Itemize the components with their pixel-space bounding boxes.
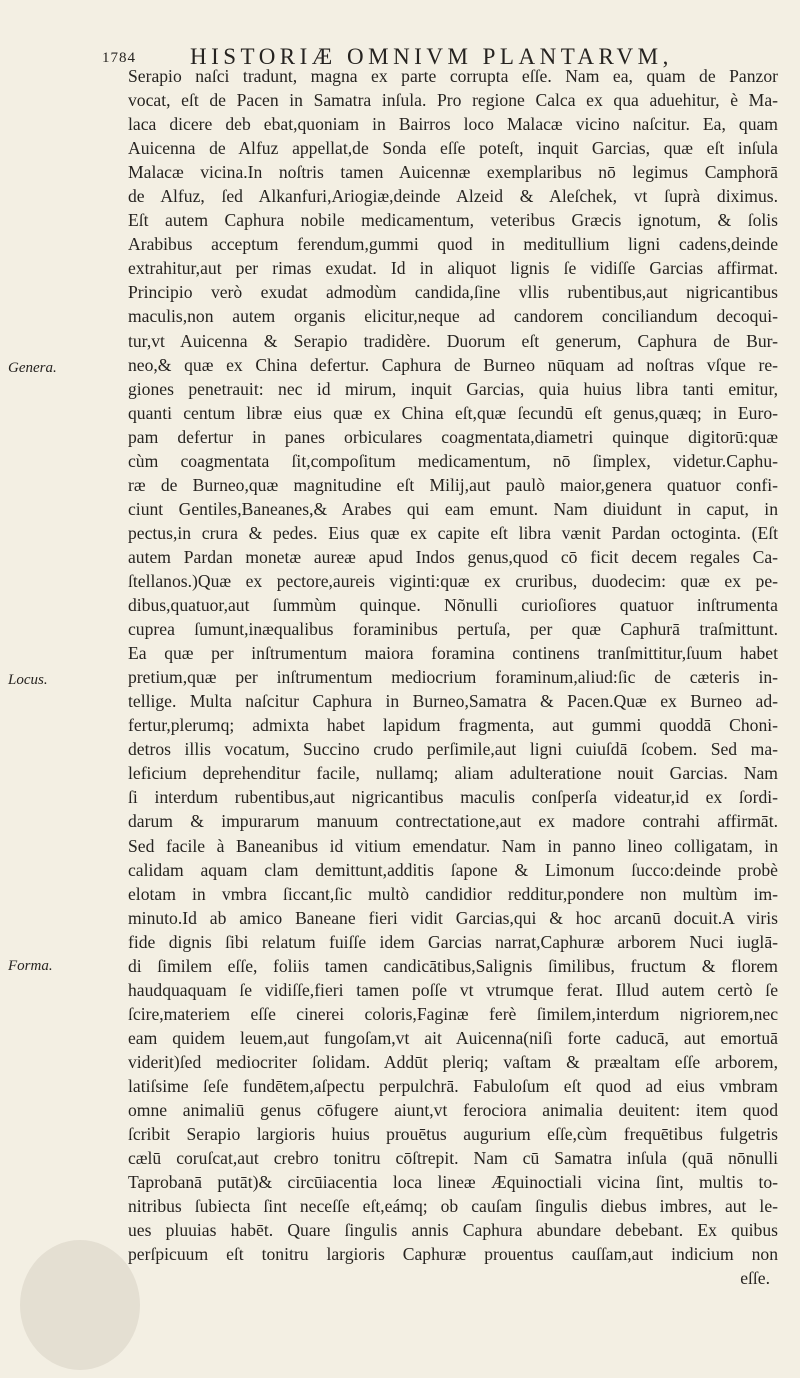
text-line: vocat, eſt de Pacen in Samatra inſula. Pro regione Calca ex qua aduehitur, è Ma- bbox=[128, 90, 778, 111]
text-line: Auicenna de Alfuz appellat,de Sonda eſſe poteſt, inquit Garcias, quæ eſt inſula bbox=[128, 138, 778, 159]
text-line: cùm coagmentata ſit,compoſitum medicamentum, nō ſimplex, videtur.Caphu- bbox=[128, 450, 778, 471]
text-line: ſtellanos.)Quæ ex pectore,aureis viginti:quæ ex cruribus, duodecim: quæ ex pe- bbox=[128, 570, 778, 591]
text-line: latiſsime ſeſe fundētem,aſpectu perpulchrā. Fabuloſum eſt quod ad eius vmbram bbox=[128, 1075, 778, 1096]
text-line: dibus,quatuor,aut ſummùm quinque. Nõnulli curioſiores quatuor inſtrumenta bbox=[128, 595, 778, 616]
text-line: ſcire,materiem eſſe cinerei coloris,Faginæ ferè ſimilem,interdum nigriorem,nec bbox=[128, 1003, 778, 1024]
text-line: Arabibus acceptum ferendum,gummi quod in meditullium ligni cadens,deinde bbox=[128, 234, 778, 255]
text-line: darum & impurarum manuum contrectatione,aut ex madore contrahi affirmāt. bbox=[128, 811, 778, 832]
page-header bbox=[0, 8, 800, 70]
text-line: tur,vt Auicenna & Serapio tradidère. Duorum eſt generum, Caphura de Bur- bbox=[128, 330, 778, 351]
text-line: leficium deprehenditur facile, nullamq; aliam adulteratione nouit Garcias. Nam bbox=[128, 763, 778, 784]
body-text bbox=[128, 64, 778, 1290]
text-line: Taprobanā putāt)& circūiacentia loca lineæ Æquinoctiali vicina ſint, multis to- bbox=[128, 1172, 778, 1193]
text-line: Serapio naſci tradunt, magna ex parte corrupta eſſe. Nam ea, quam de Panzor bbox=[128, 66, 778, 86]
text-line: maculis,non autem organis elicitur,neque ad candorem conciliandum decoqui- bbox=[128, 306, 778, 327]
text-line: viderit)ſed mediocriter ſolidam. Addūt pleriq; vaſtam & præaltam eſſe arborem, bbox=[128, 1051, 778, 1072]
text-line: laca dicere deb ebat,quoniam in Bairros loco Malacæ vicino naſcitur. Ea, quam bbox=[128, 114, 778, 135]
text-line: perſpicuum eſt tonitru largioris Caphuræ prouentus cauſſam,aut indicium non bbox=[128, 1244, 778, 1265]
margin-note-forma: Forma. bbox=[8, 958, 53, 974]
text-line: nitribus ſubiecta ſint neceſſe eſt,eámq; ob cauſam ſingulis diebus imbres, aut le- bbox=[128, 1196, 778, 1217]
text-line: fide dignis ſibi relatum fuiſſe idem Garcias narrat,Caphuræ arborem Nuci iuglā- bbox=[128, 931, 778, 952]
text-line: fertur,plerumq; admixta habet lapidum fragmenta, aut gummi quoddā Choni- bbox=[128, 715, 778, 736]
margin-note-locus: Locus. bbox=[8, 672, 48, 688]
text-line: eam quidem leuem,aut fungoſam,vt ait Auicenna(niſi forte caducā, aut emortuā bbox=[128, 1027, 778, 1048]
text-line: pectus,in crura & pedes. Eius quæ ex capite eſt libra vænit Pardan octoginta. (Eſt bbox=[128, 522, 778, 543]
text-line: Malacæ vicina.In noſtris tamen Auicennæ exemplaribus nō legimus Camphorā bbox=[128, 162, 778, 183]
text-line: autem Pardan monetæ aureæ apud Indos genus,quod cō ficit decem regales Ca- bbox=[128, 546, 778, 567]
text-line: ræ de Burneo,quæ magnitudine eſt Milij,aut paulò maior,genera quatuor confi- bbox=[128, 474, 778, 495]
text-line: cuprea ſumunt,inæqualibus foraminibus pertuſa, per quæ Caphurā traſmittunt. bbox=[128, 619, 778, 640]
text-line: omne animaliū genus cōfugere aiunt,vt ferociora animalia deuitent: item quod bbox=[128, 1100, 778, 1121]
paper-stain bbox=[20, 1240, 140, 1370]
text-line: Sed facile à Baneanibus id vitium emendatur. Nam in panno lineo colligatam, in bbox=[128, 835, 778, 856]
text-line: di ſimilem eſſe, foliis tamen candicātibus,Salignis ſimilibus, fructum & florem bbox=[128, 955, 778, 976]
text-line: ſi interdum rubentibus,aut nigricantibus maculis conſperſa videatur,id ex ſordi- bbox=[128, 787, 778, 808]
text-line: haudquaquam ſe vidiſſe,fieri tamen poſſe vt vtrumque ferat. Illud autem certò ſe bbox=[128, 979, 778, 1000]
running-title: HISTORIÆ OMNIVM PLANTARVM, bbox=[190, 44, 673, 69]
text-line: extrahitur,aut per rimas exudat. Id in aliquot lignis ſe vidiſſe Garcias affirmat. bbox=[128, 258, 778, 279]
text-line: ciunt Gentiles,Baneanes,& Arabes qui eam emunt. Nam diuidunt in caput, in bbox=[128, 498, 778, 519]
text-line: elotam in vmbra ſiccant,ſic multò candidior redditur,pondere non multùm im- bbox=[128, 883, 778, 904]
text-line: ues pluuias habēt. Quare ſingulis annis Caphura abundare debebant. Ex quibus bbox=[128, 1220, 778, 1241]
text-line: Eſt autem Caphura nobile medicamentum, veteribus Græcis ignotum, & ſolis bbox=[128, 210, 778, 231]
text-line: ſcribit Serapio largioris huius prouētus augurium eſſe,cùm frequētibus fulgetris bbox=[128, 1124, 778, 1145]
text-line: giones penetrauit: nec id mirum, inquit Garcias, quia huius libra tanti emitur, bbox=[128, 378, 778, 399]
page-number: 1784 bbox=[102, 50, 136, 66]
text-line: minuto.Id ab amico Baneane fieri vidit Garcias,qui & hoc arcanū docuit.A viris bbox=[128, 907, 778, 928]
text-line: quanti centum libræ eius quæ ex China eſt,quæ ſecundū eſt genus,quæq; in Euro- bbox=[128, 402, 778, 423]
text-line: detros illis vocatum, Succino crudo perſimile,aut ligni cuiuſdā ſcobem. Sed ma- bbox=[128, 739, 778, 760]
text-line: pretium,quæ per inſtrumentum mediocrium foraminum,aliud:ſic de cæteris in- bbox=[128, 667, 778, 688]
text-line: de Alfuz, ſed Alkanfuri,Ariogiæ,deinde Alzeid & Aleſchek, vt ſuprà diximus. bbox=[128, 186, 778, 207]
text-line: eſſe. bbox=[740, 1268, 770, 1289]
text-line: Principio verò exudat admodùm candida,ſine vllis rubentibus,aut nigricantibus bbox=[128, 282, 778, 303]
text-line: calidam aquam clam demittunt,additis ſapone & Limonum ſucco:deinde probè bbox=[128, 859, 778, 880]
text-line: tellige. Multa naſcitur Caphura in Burneo,Samatra & Pacen.Quæ ex Burneo ad- bbox=[128, 691, 778, 712]
text-line: pam defertur in panes orbiculares coagmentata,diametri quinque digitorū:quæ bbox=[128, 426, 778, 447]
text-line: Ea quæ per inſtrumentum maiora foramina continens tranſmittitur,ſuum habet bbox=[128, 643, 778, 664]
text-line: cælū coruſcat,aut crebro tonitru cōſtrepit. Nam cū Samatra inſula (quā nōnulli bbox=[128, 1148, 778, 1169]
margin-note-genera: Genera. bbox=[8, 360, 57, 376]
text-line: neo,& quæ ex China defertur. Caphura de Burneo nūquam ad noſtras vſque re- bbox=[128, 354, 778, 375]
